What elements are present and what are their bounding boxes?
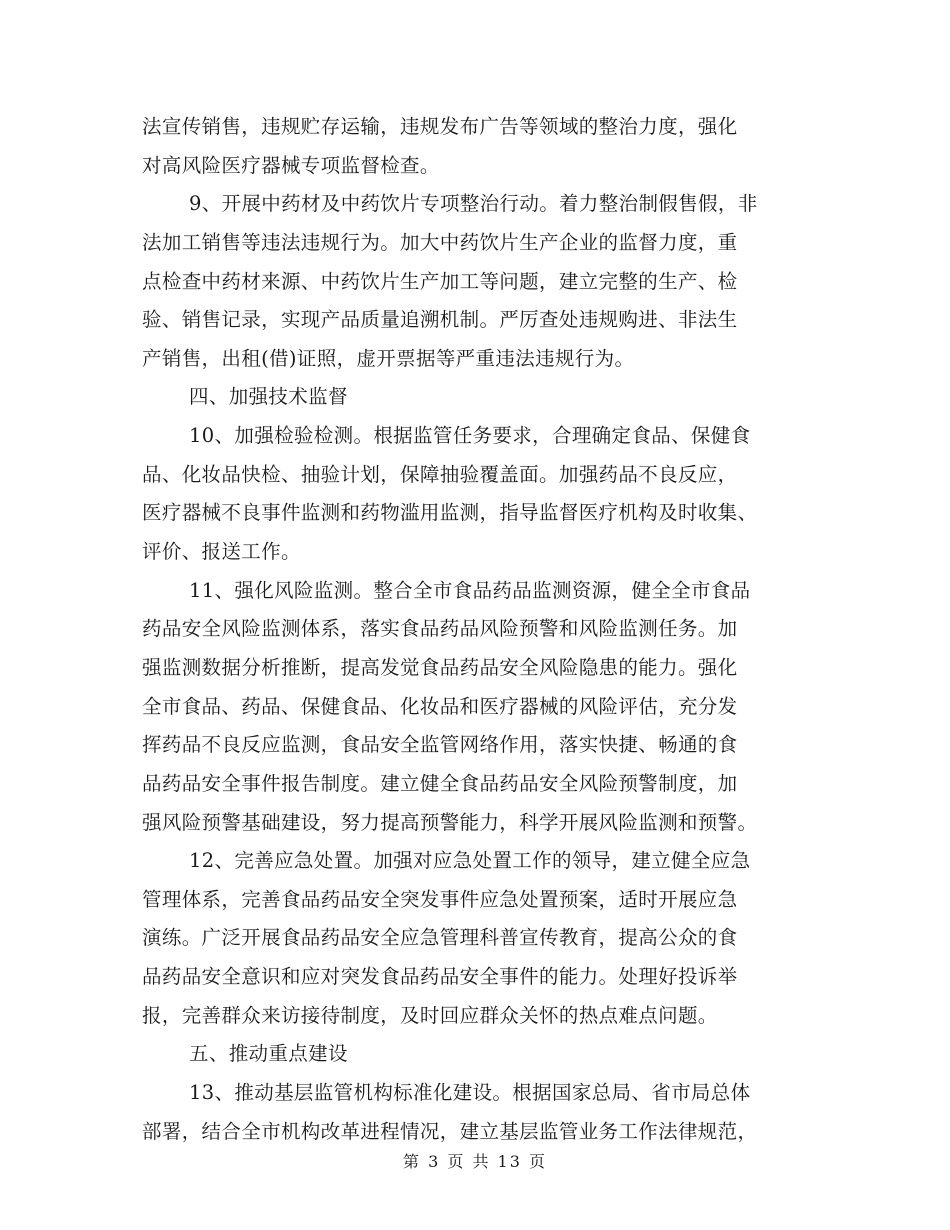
text-line: 医疗器械不良事件监测和药物滥用监测，指导监督医疗机构及时收集、 <box>142 501 758 525</box>
section-heading: 四、加强技术监督 <box>189 385 348 409</box>
text-line: 强风险预警基础建设，努力提高预警能力，科学开展风险监测和预警。 <box>142 810 758 834</box>
paragraph-first-line: 12、完善应急处置。加强对应急处置工作的领导，建立健全应急 <box>189 849 751 873</box>
text-line: 管理体系，完善食品药品安全突发事件应急处置预案，适时开展应急 <box>142 887 738 911</box>
text-line: 产销售，出租(借)证照，虚开票据等严重违法违规行为。 <box>142 346 635 370</box>
paragraph-first-line: 9、开展中药材及中药饮片专项整治行动。着力整治制假售假，非 <box>189 192 758 216</box>
text-line: 挥药品不良反应监测，食品安全监管网络作用，落实快捷、畅通的食 <box>142 733 738 757</box>
document-body <box>142 108 814 1151</box>
text-line: 法加工销售等违法违规行为。加大中药饮片生产企业的监督力度，重 <box>142 230 738 254</box>
text-line: 评价、报送工作。 <box>142 540 301 564</box>
paragraph-first-line: 11、强化风险监测。整合全市食品药品监测资源，健全全市食品 <box>189 578 751 602</box>
text-line: 法宣传销售，违规贮存运输，违规发布广告等领域的整治力度，强化 <box>142 115 738 138</box>
paragraph-first-line: 10、加强检验检测。根据监管任务要求，合理确定食品、保健食 <box>189 424 751 448</box>
text-line: 对高风险医疗器械专项监督检查。 <box>142 153 440 177</box>
text-line: 品、化妆品快检、抽验计划，保障抽验覆盖面。加强药品不良反应， <box>142 462 738 486</box>
text-line: 点检查中药材来源、中药饮片生产加工等问题，建立完整的生产、检 <box>142 269 738 293</box>
text-line: 报，完善群众来访接待制度，及时回应群众关怀的热点难点问题。 <box>142 1003 718 1027</box>
text-line: 全市食品、药品、保健食品、化妆品和医疗器械的风险评估，充分发 <box>142 694 738 718</box>
text-line: 部署，结合全市机构改革进程情况，建立基层监管业务工作法律规范， <box>142 1119 758 1143</box>
text-line: 品药品安全事件报告制度。建立健全食品药品安全风险预警制度，加 <box>142 771 738 795</box>
section-heading: 五、推动重点建设 <box>189 1042 348 1066</box>
paragraph-first-line: 13、推动基层监管机构标准化建设。根据国家总局、省市局总体 <box>189 1081 751 1105</box>
text-line: 验、销售记录，实现产品质量追溯机制。严厉查处违规购进、非法生 <box>142 308 738 332</box>
text-line: 品药品安全意识和应对突发食品药品安全事件的能力。处理好投诉举 <box>142 965 738 989</box>
text-line: 强监测数据分析推断，提高发觉食品药品安全风险隐患的能力。强化 <box>142 655 738 679</box>
text-line: 药品安全风险监测体系，落实食品药品风险预警和风险监测任务。加 <box>142 617 738 641</box>
page-number-footer: 第 3 页 共 13 页 <box>403 1152 547 1171</box>
text-line: 演练。广泛开展食品药品安全应急管理科普宣传教育，提高公众的食 <box>142 926 738 950</box>
